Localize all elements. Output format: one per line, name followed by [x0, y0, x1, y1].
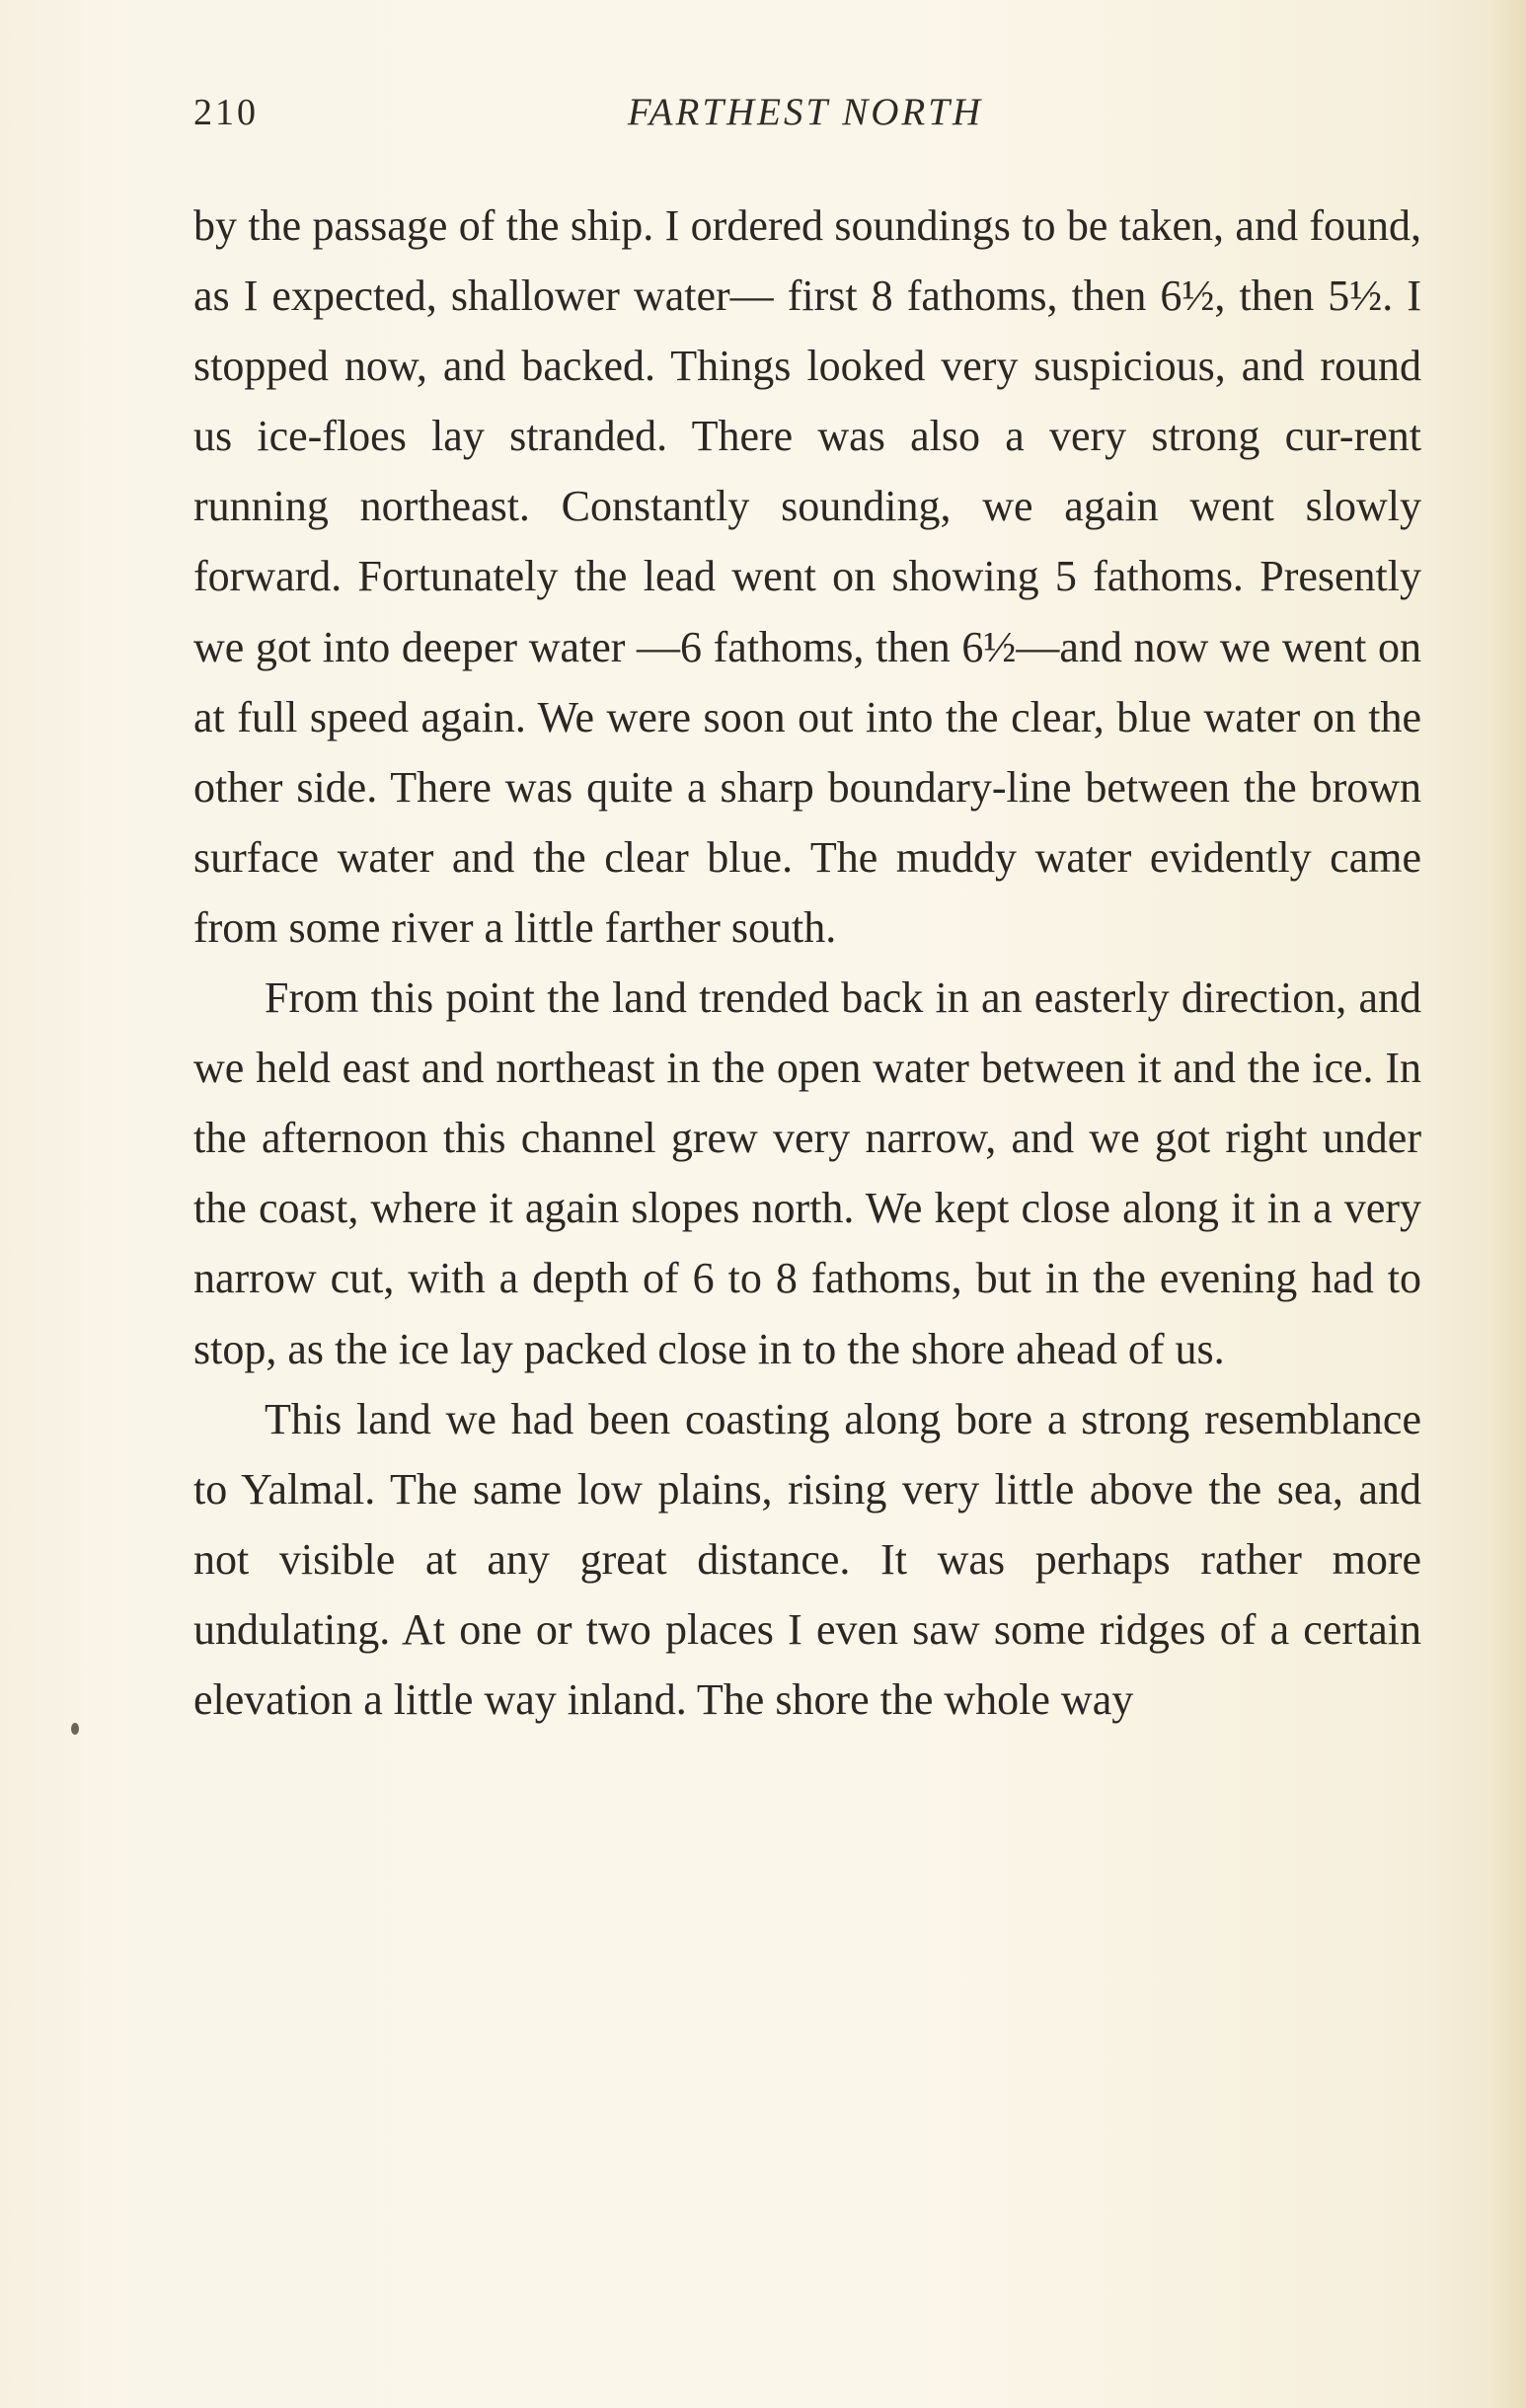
paragraph-1: by the passage of the ship. I ordered soundings to be taken, and found, as I expected, shallower water— first 8 fathoms, then 6½, then 5½. I stopped now, and backed. Things looked very suspicious, and round us ice-floes lay stranded. There was also a very strong cur-rent running northeast. Constantly sounding, we again went slowly forward. Fortunately the lead went on showing 5 fathoms. Presently we got into deeper water —6 fathoms, then 6½—and now we went on at full speed again. We were soon out into the clear, blue water on the other side. There was quite a sharp boundary-line between the brown surface water and the clear blue. The muddy water evidently came from some river a little farther south. — [193, 201, 1421, 952]
paragraph-3: This land we had been coasting along bore a strong resemblance to Yalmal. The same low plains, rising very little above the sea, and not visible at any great distance. It was perhaps rather more undulating. At one or two places I even saw some ridges of a certain elevation a little way inland. The shore the whole way — [193, 1394, 1421, 1724]
page-edge-shadow — [1490, 0, 1526, 2408]
page-header — [193, 83, 1417, 142]
body-text — [193, 191, 1421, 1735]
running-head: FARTHEST NORTH — [627, 91, 984, 133]
page-number: 210 — [193, 92, 259, 133]
ink-speck — [71, 1723, 79, 1735]
paragraph-2: From this point the land trended back in an easterly direction, and we held east and northeast in the open water between it and the ice. In the afternoon this channel grew very narrow, and we got right under the coast, where it again slopes north. We kept close along it in a very narrow cut, with a depth of 6 to 8 fathoms, but in the evening had to stop, as the ice lay packed close in to the shore ahead of us. — [193, 973, 1421, 1373]
